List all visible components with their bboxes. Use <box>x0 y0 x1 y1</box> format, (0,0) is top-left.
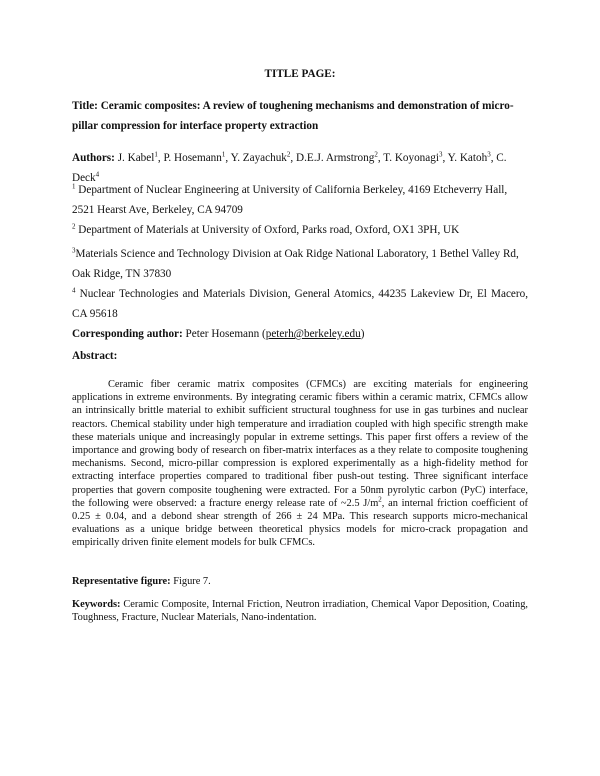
affiliation-4: $^4$ Nuclear Technologies and Materials Division, General Atomics, 44235 Lakeview Dr, El Macero, CA 95618 <box>72 286 528 320</box>
author: T. Koyonagi$^3$, <box>383 150 448 164</box>
title-text: Ceramic composites: A review of toughening mechanisms and demonstration of micro-pillar compression for interface property extraction <box>72 100 514 132</box>
keywords-text: Ceramic Composite, Internal Friction, Neutron irradiation, Chemical Vapor Deposition, Coating, Toughness, Fracture, Nuclear Materials, Nano-indentation. <box>72 599 528 624</box>
representative-figure-label: Representative figure: <box>72 576 171 587</box>
author: J. Kabel$^1$, <box>117 150 164 164</box>
abstract-heading: Abstract: <box>72 350 118 362</box>
author: C. Deck$^4$ <box>72 152 507 184</box>
author: Y. Katoh$^3$, <box>447 150 497 164</box>
abstract-body: Ceramic fiber ceramic matrix composites (CFMCs) are exciting materials for engineering applications in extreme environments. By integrating ceramic fibers within a ceramic matrix, CFMCs allow an intrinsically brittle material to exhibit sufficient structural toughness for use in gas turbines and nuclear reactors. Chemical stability under high temperature and irradiation coupled with high specific strength make these materials unique and increasingly popular in extreme settings. This paper first offers a review of the importance and growing body of research on fiber-matrix interfaces as a they relate to composite toughening mechanisms. Second, micro-pillar compression is explored experimentally as a high-fidelity method for extracting interface properties compared to traditional fiber push-out testing. Three significant interface properties that govern composite toughening were extracted. For a 50nm pyrolytic carbon (PyC) interface, the following were observed: a fracture energy release rate of ~2.5 $J/m^2$, an internal friction coefficient of 0.25 ± 0.04, and a debond shear strength of 266 ± 24 MPa. This research supports micro-mechanical evaluations as a unique bridge between theoretical physics models for micro-crack propagation and empirically driven finite element models for bulk CFMCs. <box>72 379 528 549</box>
keywords <box>72 598 528 624</box>
corresponding-email-link[interactable]: peterh@berkeley.edu <box>265 328 361 340</box>
corresponding-name: Peter Hosemann <box>185 328 260 340</box>
author: D.E.J. Armstrong$^2$, <box>296 150 384 164</box>
title-label: Title: <box>72 100 98 112</box>
title-page-heading: TITLE PAGE: <box>264 68 336 80</box>
corresponding-label: Corresponding author: <box>72 328 183 340</box>
author: P. Hosemann$^1$, <box>163 150 231 164</box>
representative-figure-value: Figure 7. <box>173 576 211 587</box>
corresponding-author: Corresponding author: Peter Hosemann (peterh@berkeley.edu) <box>72 328 365 340</box>
affiliation-2: $^2$ Department of Materials at University of Oxford, Parks road, Oxford, OX1 3PH, UK <box>72 222 460 236</box>
affiliation-3: $^3$Materials Science and Technology Division at Oak Ridge National Laboratory, 1 Bethel Valley Rd, Oak Ridge, TN 37830 <box>72 246 519 280</box>
authors-label: Authors: <box>72 152 115 164</box>
keywords-label: Keywords: <box>72 599 121 610</box>
paper-title <box>72 96 528 136</box>
representative-figure <box>72 575 528 588</box>
affiliation-1: $^1$ Department of Nuclear Engineering at University of California Berkeley, 4169 Etcheverry Hall, 2521 Hearst Ave, Berkeley, CA 94709 <box>72 182 508 216</box>
author: Y. Zayachuk$^2$, <box>230 150 296 164</box>
